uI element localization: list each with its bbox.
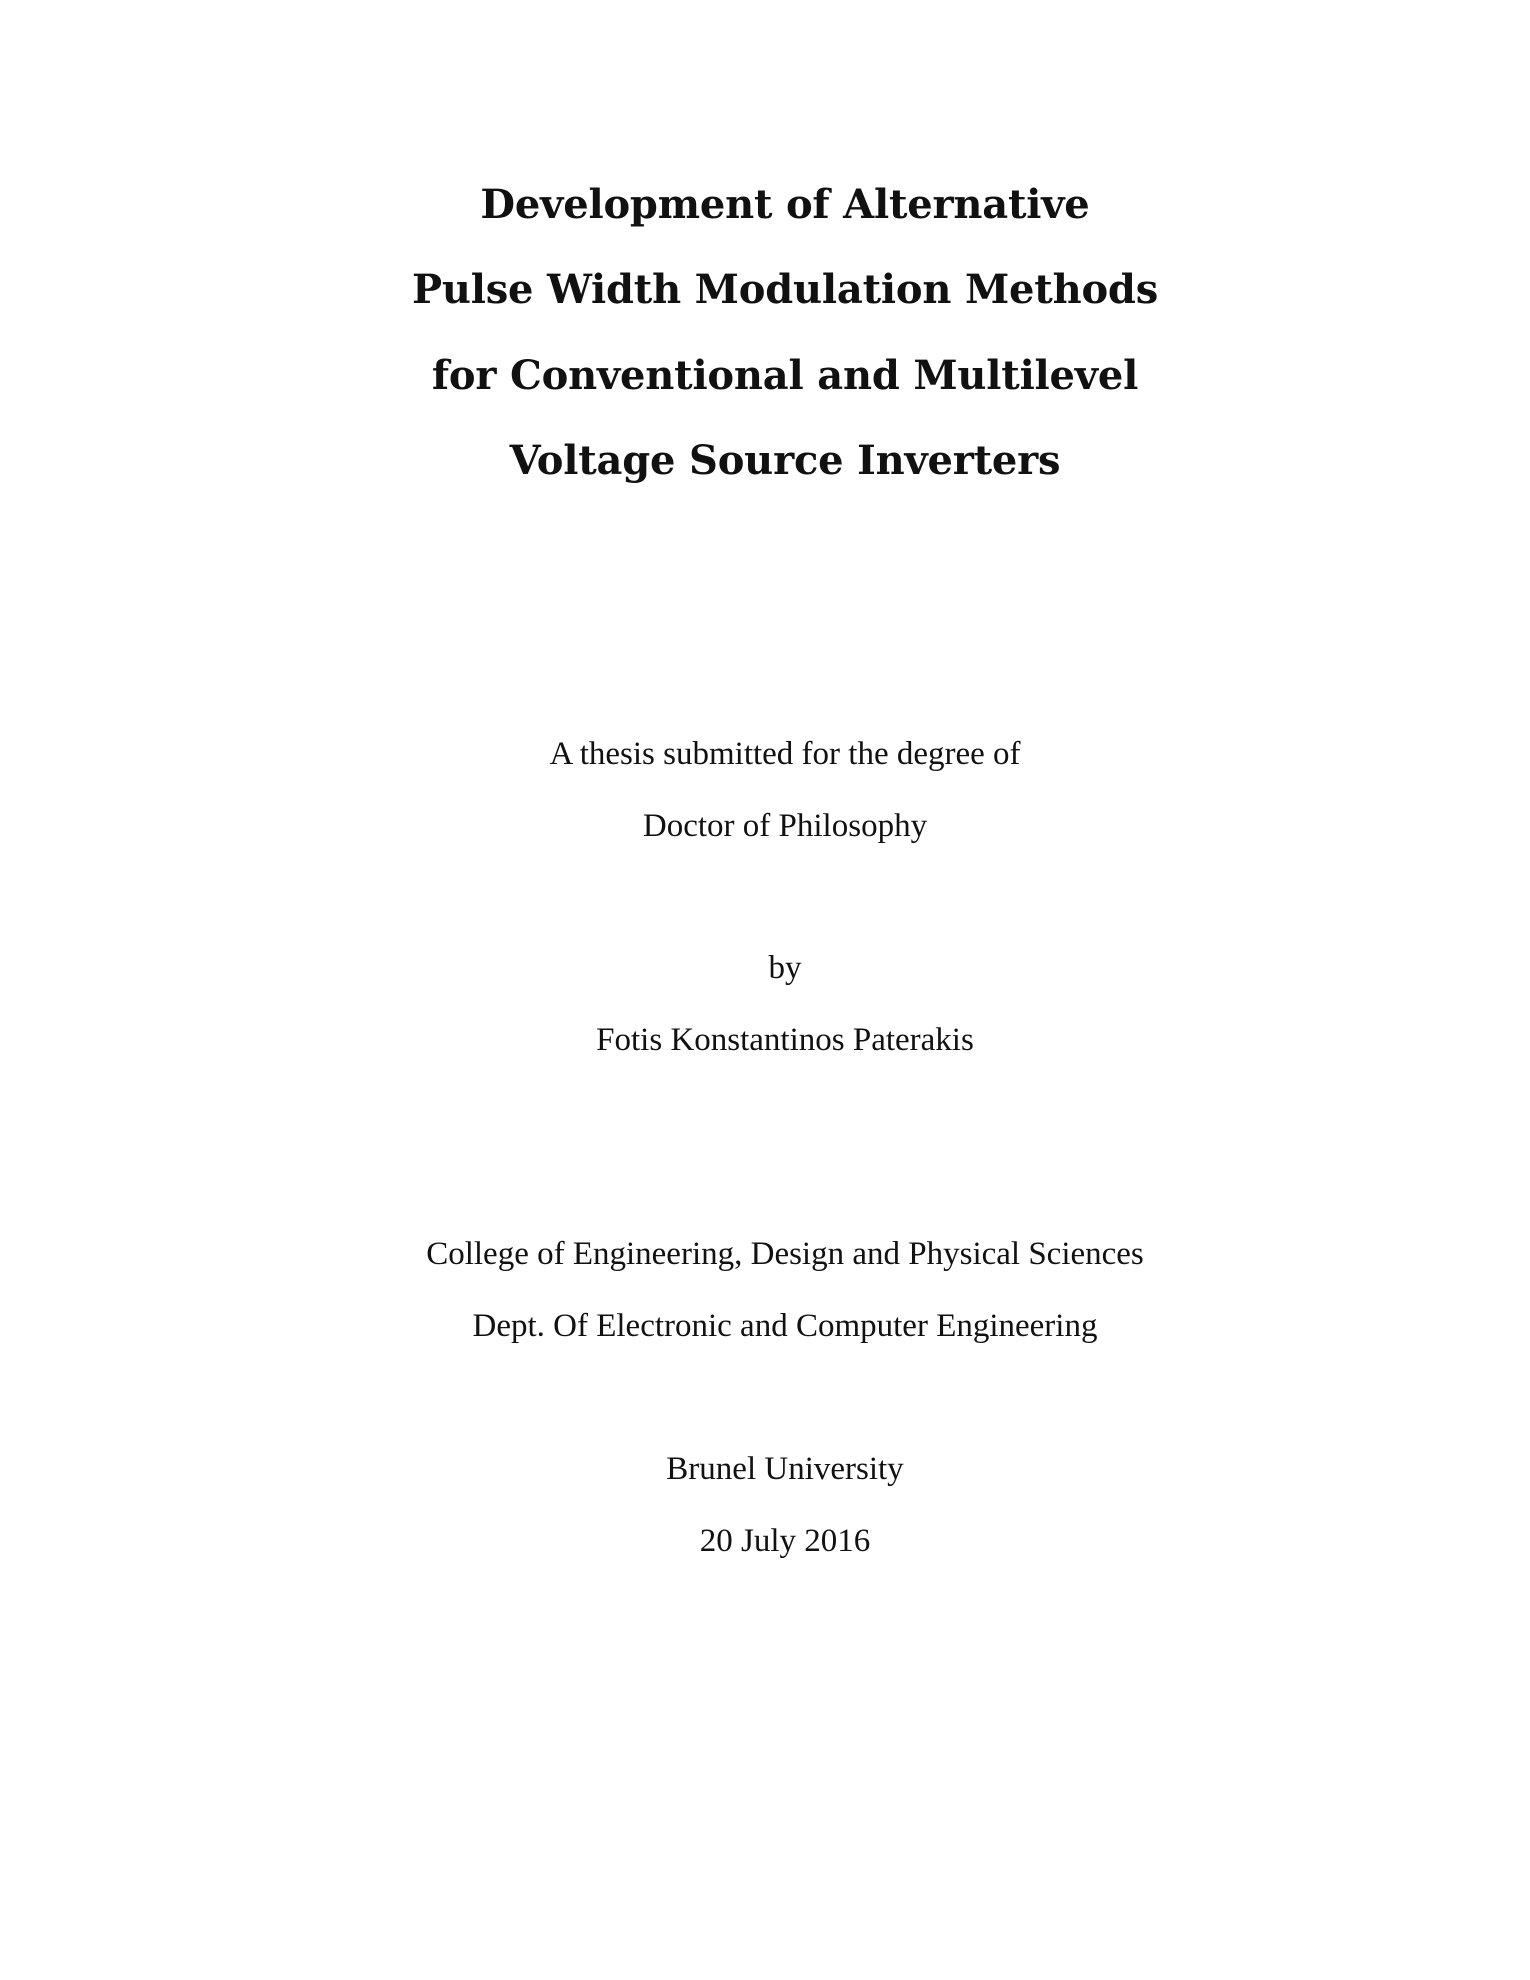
department-name: Dept. Of Electronic and Computer Engineering <box>472 1308 1098 1344</box>
by-label: by <box>768 950 802 986</box>
submission-date: 20 July 2016 <box>699 1523 871 1559</box>
title-line-4: Voltage Source Inverters <box>509 437 1061 484</box>
title-line-3: for Conventional and Multilevel <box>431 352 1139 399</box>
author-name: Fotis Konstantinos Paterakis <box>596 1022 974 1058</box>
title-line-2: Pulse Width Modulation Methods <box>411 266 1159 313</box>
title-line-1: Development of Alternative <box>480 181 1090 228</box>
submission-statement: A thesis submitted for the degree of <box>549 736 1021 772</box>
degree-name: Doctor of Philosophy <box>642 808 928 844</box>
university-name: Brunel University <box>666 1451 904 1487</box>
college-name: College of Engineering, Design and Physical Sciences <box>426 1236 1144 1272</box>
